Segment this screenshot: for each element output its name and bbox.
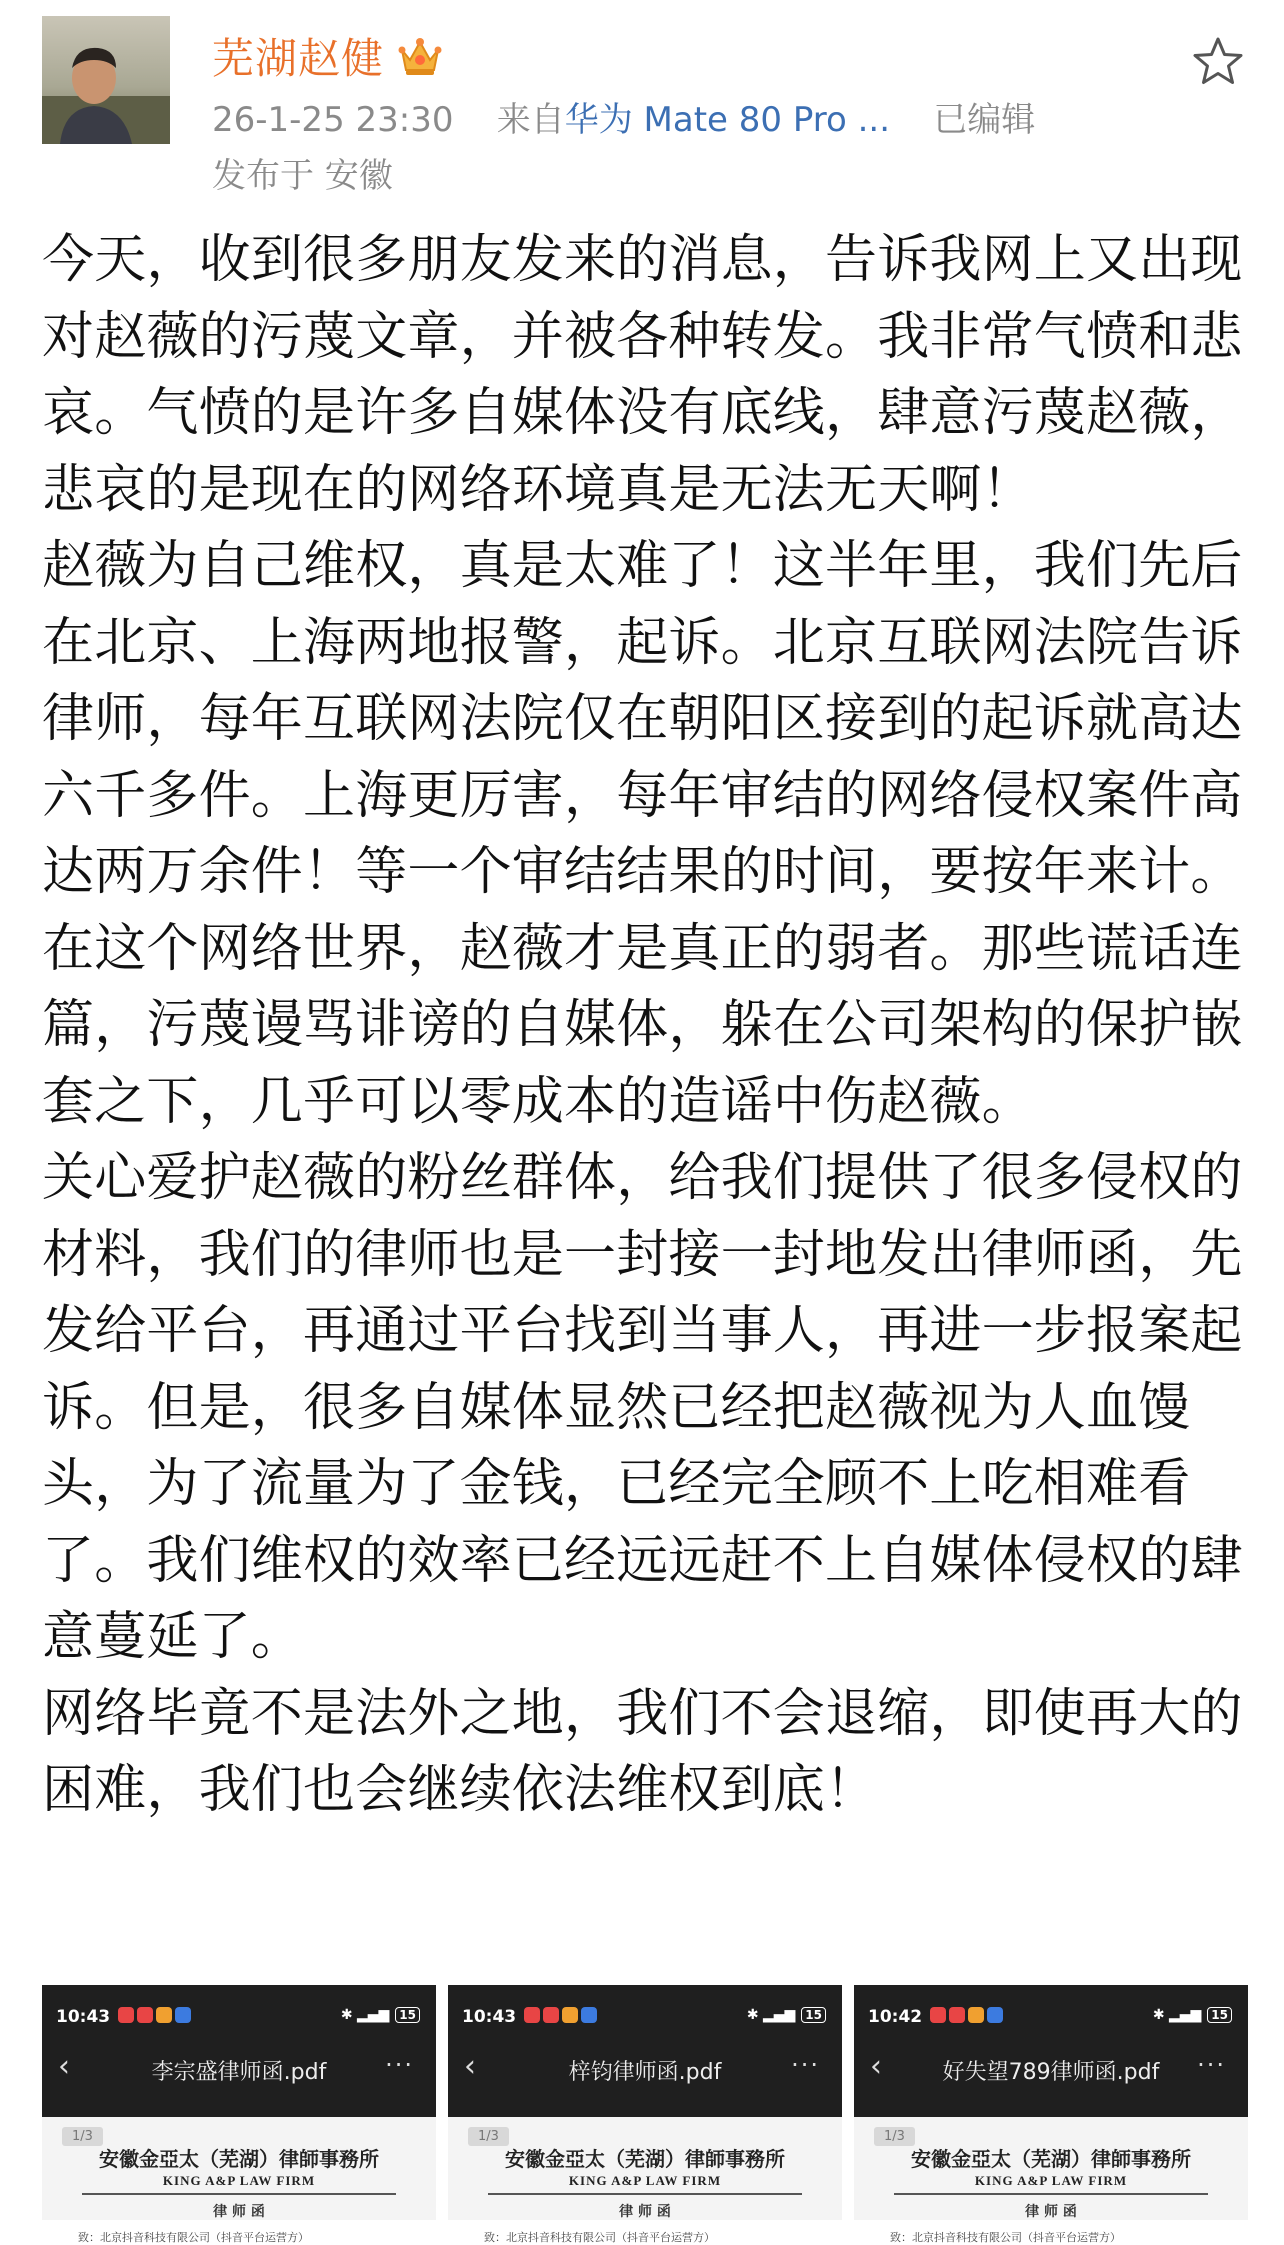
status-icons: ✱ ▂▄▆ 15	[1153, 2007, 1232, 2023]
pdf-viewer-header	[854, 1985, 1248, 2117]
post-paragraph: 赵薇为自己维权，真是太难了！这半年里，我们先后在北京、上海两地报警，起诉。北京互联网法院告诉律师，每年互联网法院仅在朝阳区接到的起诉就高达六千多件。上海更厉害，每年审结的网络侵权案件高达两万余件！等一个审结结果的时间，要按年来计。在这个网络世界，赵薇才是真正的弱者。那些谎话连篇，污蔑谩骂诽谤的自媒体，躲在公司架构的保护嵌套之下，几乎可以零成本的造谣中伤赵薇。	[42, 536, 1243, 1132]
post-date: 26-1-25 23:30	[212, 100, 454, 140]
pdf-viewer-header	[42, 1985, 436, 2117]
post-paragraph: 网络毕竟不是法外之地，我们不会退缩，即使再大的困难，我们也会继续依法维权到底！	[42, 1683, 1243, 1820]
image-thumbnail[interactable]	[448, 1985, 842, 2244]
back-arrow-icon: ‹	[58, 2049, 70, 2084]
divider	[894, 2193, 1208, 2195]
divider	[488, 2193, 802, 2195]
pdf-filename: 好失望789律师函.pdf	[942, 2060, 1160, 2085]
edited-label[interactable]: 已编辑	[933, 100, 1036, 140]
battery-level: 15	[395, 2007, 420, 2023]
firm-name: 安徽金亞太（芜湖）律師事務所	[911, 2147, 1191, 2171]
favorite-star-icon[interactable]	[1190, 34, 1246, 90]
divider	[82, 2193, 396, 2195]
notification-icons	[118, 2007, 191, 2023]
pdf-page	[42, 2117, 436, 2244]
notification-icons	[930, 2007, 1003, 2023]
battery-level: 15	[801, 2007, 826, 2023]
status-time: 10:43	[462, 2007, 517, 2027]
pdf-filename: 梓钧律师函.pdf	[568, 2060, 722, 2085]
recipient-line: 致：北京抖音科技有限公司（抖音平台运营方）	[78, 2231, 309, 2244]
document-title: 律 师 函	[1025, 2204, 1077, 2220]
pdf-page	[854, 2117, 1248, 2244]
post-body	[42, 222, 1252, 1829]
page-indicator: 1/3	[468, 2127, 509, 2146]
firm-name: 安徽金亞太（芜湖）律師事務所	[505, 2147, 785, 2171]
post-device-link[interactable]: 华为 Mate 80 Pro ...	[564, 100, 891, 140]
post-source-label: 来自	[496, 100, 565, 140]
recipient-line: 致：北京抖音科技有限公司（抖音平台运营方）	[890, 2231, 1121, 2244]
more-icon: ···	[791, 2051, 820, 2079]
pdf-page	[448, 2117, 842, 2244]
firm-name-en: KING A&P LAW FIRM	[568, 2173, 722, 2188]
status-time: 10:42	[868, 2007, 923, 2027]
status-icons: ✱ ▂▄▆ 15	[747, 2007, 826, 2023]
more-icon: ···	[385, 2051, 414, 2079]
page-indicator: 1/3	[874, 2127, 915, 2146]
firm-name-en: KING A&P LAW FIRM	[974, 2173, 1128, 2188]
back-arrow-icon: ‹	[464, 2049, 476, 2084]
more-icon: ···	[1197, 2051, 1226, 2079]
post-paragraph: 今天，收到很多朋友发来的消息，告诉我网上又出现对赵薇的污蔑文章，并被各种转发。我非常气愤和悲哀。气愤的是许多自媒体没有底线，肆意污蔑赵薇，悲哀的是现在的网络环境真是无法无天啊！	[42, 230, 1243, 520]
firm-name-en: KING A&P LAW FIRM	[162, 2173, 316, 2188]
post-location: 发布于 安徽	[212, 156, 393, 196]
page-indicator: 1/3	[62, 2127, 103, 2146]
image-thumbnail[interactable]	[42, 1985, 436, 2244]
vip-crown-icon	[396, 34, 444, 78]
post-meta	[212, 92, 1035, 141]
image-thumbnail[interactable]	[854, 1985, 1248, 2244]
document-title: 律 师 函	[213, 2204, 265, 2220]
post-paragraph: 关心爱护赵薇的粉丝群体，给我们提供了很多侵权的材料，我们的律师也是一封接一封地发出律师函，先发给平台，再通过平台找到当事人，再进一步报案起诉。但是，很多自媒体显然已经把赵薇视为人血馒头，为了流量为了金钱，已经完全顾不上吃相难看了。我们维权的效率已经远远赶不上自媒体侵权的肆意蔓延了。	[42, 1148, 1243, 1667]
battery-level: 15	[1207, 2007, 1232, 2023]
document-title: 律 师 函	[619, 2204, 671, 2220]
avatar[interactable]	[42, 16, 170, 144]
status-icons: ✱ ▂▄▆ 15	[341, 2007, 420, 2023]
pdf-filename: 李宗盛律师函.pdf	[151, 2060, 327, 2085]
notification-icons	[524, 2007, 597, 2023]
username[interactable]	[212, 26, 444, 86]
back-arrow-icon: ‹	[870, 2049, 882, 2084]
firm-name: 安徽金亞太（芜湖）律師事務所	[99, 2147, 379, 2171]
image-grid	[42, 1985, 1248, 2244]
username-text[interactable]: 芜湖赵健	[212, 34, 385, 83]
pdf-viewer-header	[448, 1985, 842, 2117]
recipient-line: 致：北京抖音科技有限公司（抖音平台运营方）	[484, 2231, 715, 2244]
status-time: 10:43	[56, 2007, 111, 2027]
